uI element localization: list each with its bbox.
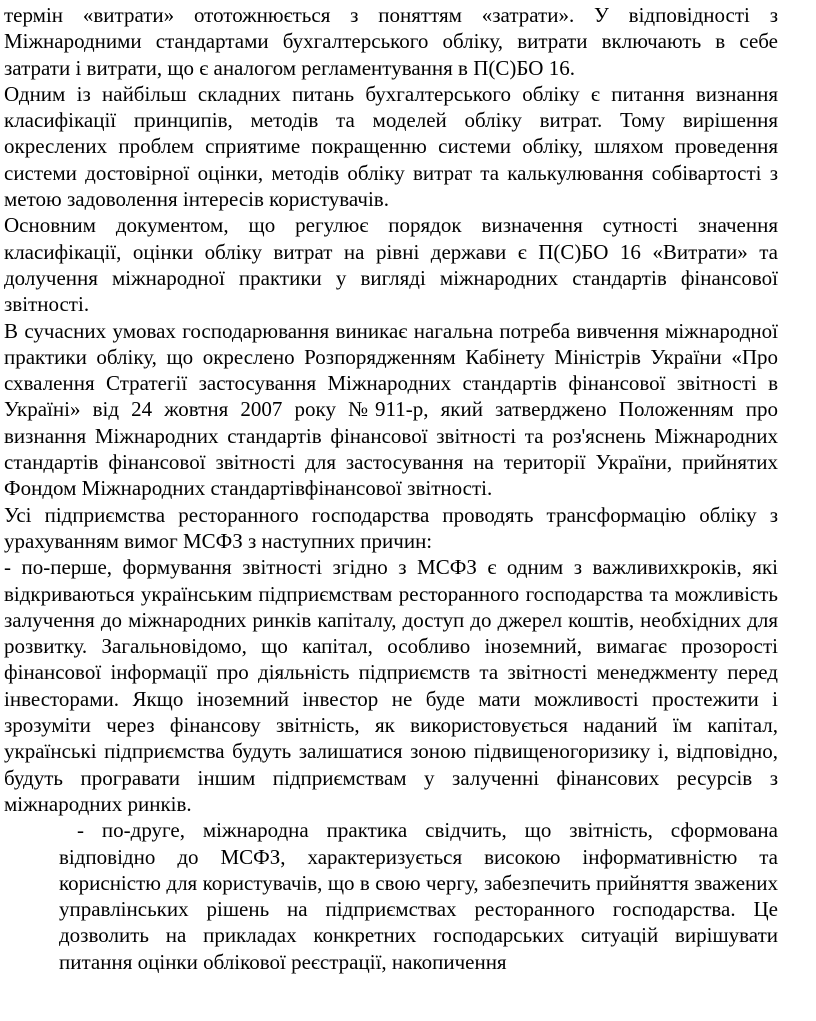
paragraph-reason-second: - по-друге, міжнародна практика свідчить, що звітність, сформована відповідно до МСФЗ, характеризується високою інформативністю та корисністю для користувачів, що в свою чергу, забезпечить прийняття зважених управлінських рішень на підприємствах ресторанного господарства. Це дозволить на прикладах конкретних господарських ситуацій вирішувати питання оцінки облікової реєстрації, накопичення (59, 818, 778, 974)
paragraph-classification-issues: Одним із найбільш складних питань бухгалтерського обліку є питання визнання класифікації принципів, методів та моделей обліку витрат. Тому вирішення окреслених проблем сприятиме покращенню системи обліку, шляхом проведення системи достовірної оцінки, методів обліку витрат та калькулювання собівартості з метою задоволення інтересів користувачів. (4, 81, 778, 212)
paragraph-reason-first: - по-перше, формування звітності згідно з МСФЗ є одним з важливихкроків, які відкриваються українським підприємствам ресторанного господарства та можливість залучення до міжнародних ринків капіталу, доступ до джерел коштів, необхідних для розвитку. Загальновідомо, що капітал, особливо іноземний, вимагає прозорості фінансової інформації про діяльність підприємств та звітності менеджменту перед інвесторами. Якщо іноземний інвестор не буде мати можливості простежити і зрозуміти через фінансову звітність, як використовується наданий їм капітал, українські підприємства будуть залишатися зоною підвищеногоризику і, відповідно, будуть програвати іншим підприємствам у залученні фінансових ресурсів з міжнародних ринків. (4, 555, 778, 816)
paragraph-transformation-reasons: Усі підприємства ресторанного господарства проводять трансформацію обліку з урахуванням вимог МСФЗ з наступних причин: (4, 502, 778, 553)
paragraph-modern-conditions: В сучасних умовах господарювання виникає нагальна потреба вивчення міжнародної практики обліку, що окреслено Розпорядженням Кабінету Міністрів України «Про схвалення Стратегії застосування Міжнародних стандартів фінансової звітності в Україні» від 24 жовтня 2007 року №911-р, який затверджено Положенням про визнання Міжнародних стандартів фінансової звітності та роз'яснень Міжнародних стандартів фінансової звітності для застосування на території України, прийнятих Фондом Міжнародних стандартівфінансової звітності. (4, 318, 778, 501)
paragraph-main-document: Основним документом, що регулює порядок визначення сутності значення класифікації, оцінки обліку витрат на рівні держави є П(С)БО 16 «Витрати» та долучення міжнародної практики у вигляді міжнародних стандартів фінансової звітності. (4, 213, 778, 317)
paragraph-costs-definition: термін «витрати» ототожнюється з поняттям «затрати». У відповідності з Міжнародними стандартами бухгалтерського обліку, витрати включають в себе затрати і витрати, що є аналогом регламентування в П(С)БО 16. (4, 3, 778, 80)
document-page (4, 2, 778, 975)
